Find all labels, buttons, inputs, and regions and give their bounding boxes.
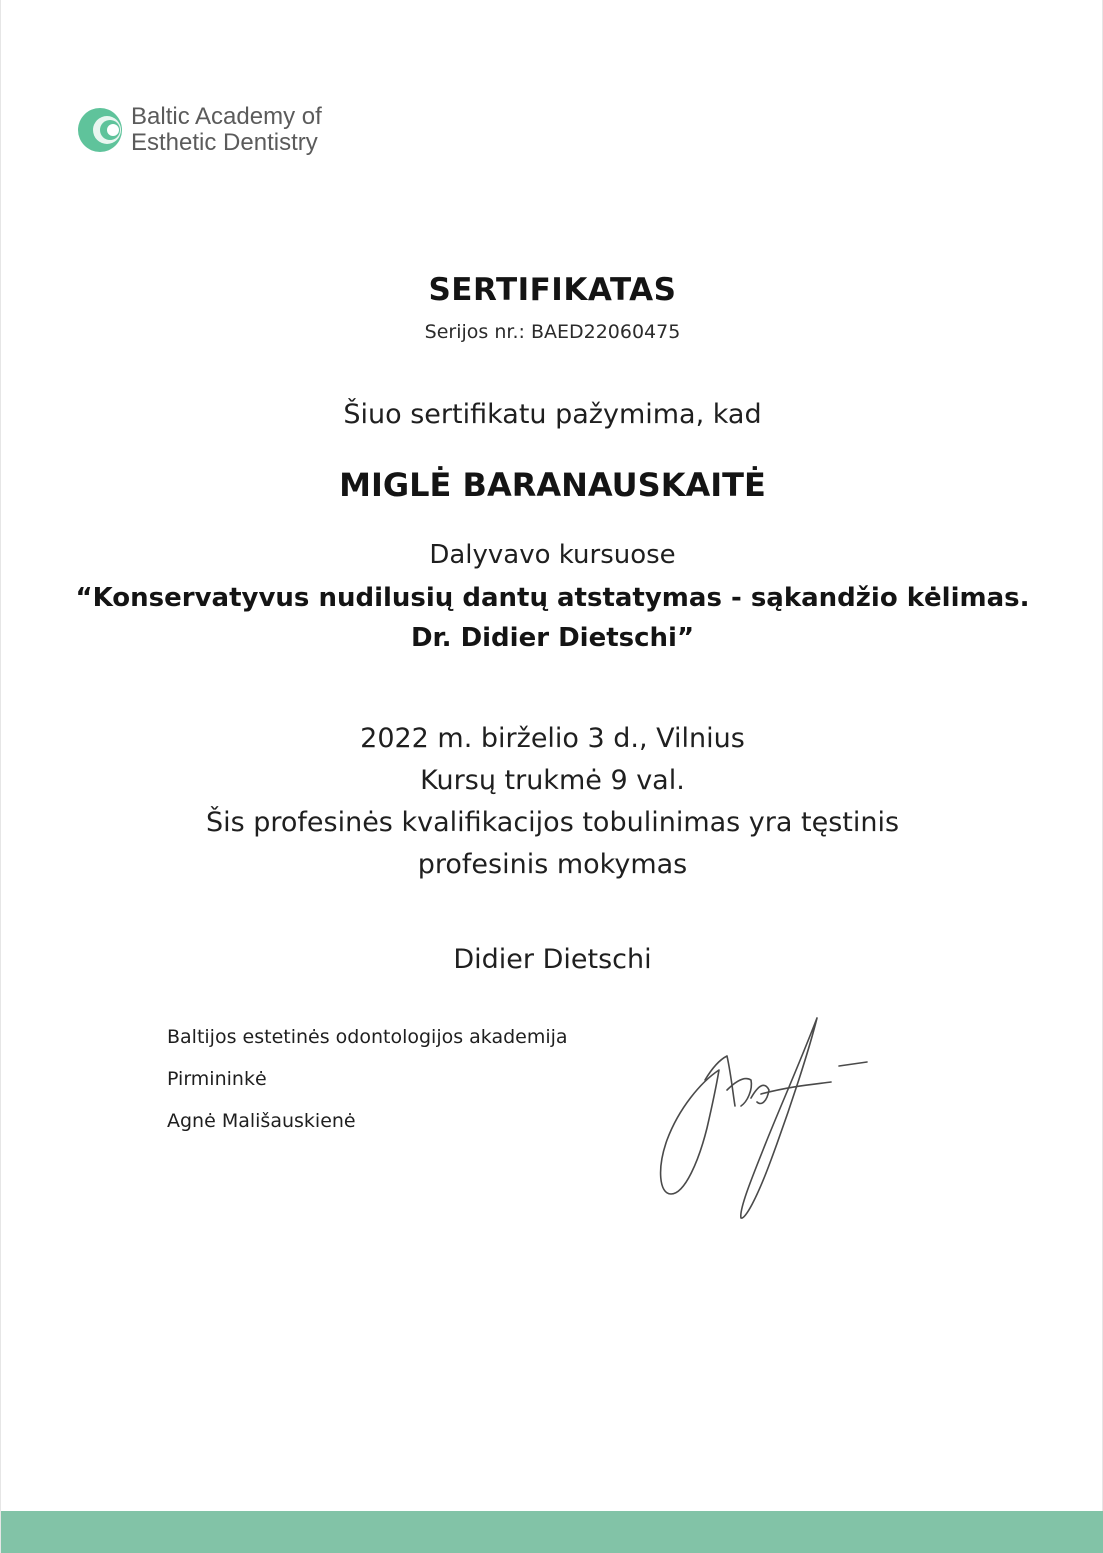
signatory-name: Agnė Mališauskienė <box>167 1110 356 1132</box>
serial-number: Serijos nr.: BAED22060475 <box>424 321 681 343</box>
logo-line-1: Baltic Academy of <box>131 103 322 130</box>
signatory-block <box>167 1016 568 1142</box>
course-details <box>1 718 1103 886</box>
logo-line-2: Esthetic Dentistry <box>131 129 318 156</box>
qualification-note-line-1: Šis profesinės kvalifikacijos tobulinimas yra tęstinis <box>205 807 900 838</box>
qualification-note-line-2: profesinis mokymas <box>417 849 688 880</box>
footer-band <box>1 1511 1103 1553</box>
course-duration: Kursų trukmė 9 val. <box>420 765 685 796</box>
course-title-line-1: “Konservatyvus nudilusių dantų atstatymas - sąkandžio kėlimas. <box>75 583 1030 613</box>
signatory-organization: Baltijos estetinės odontologijos akademija <box>167 1026 568 1048</box>
certification-intro: Šiuo sertifikatu pažymima, kad <box>343 399 762 430</box>
course-date-place: 2022 m. birželio 3 d., Vilnius <box>360 723 745 754</box>
handwritten-signature <box>641 1010 881 1230</box>
academy-logo-icon <box>77 107 123 153</box>
certificate-title: SERTIFIKATAS <box>428 272 677 308</box>
academy-logo <box>77 104 322 156</box>
course-title-line-2: Dr. Didier Dietschi” <box>410 623 695 653</box>
signatory-role: Pirmininkė <box>167 1068 267 1090</box>
academy-logo-text <box>131 104 322 156</box>
recipient-name: MIGLĖ BARANAUSKAITĖ <box>339 466 766 504</box>
course-title <box>1 578 1103 658</box>
attended-label: Dalyvavo kursuose <box>429 540 676 570</box>
lecturer-name: Didier Dietschi <box>453 944 652 975</box>
